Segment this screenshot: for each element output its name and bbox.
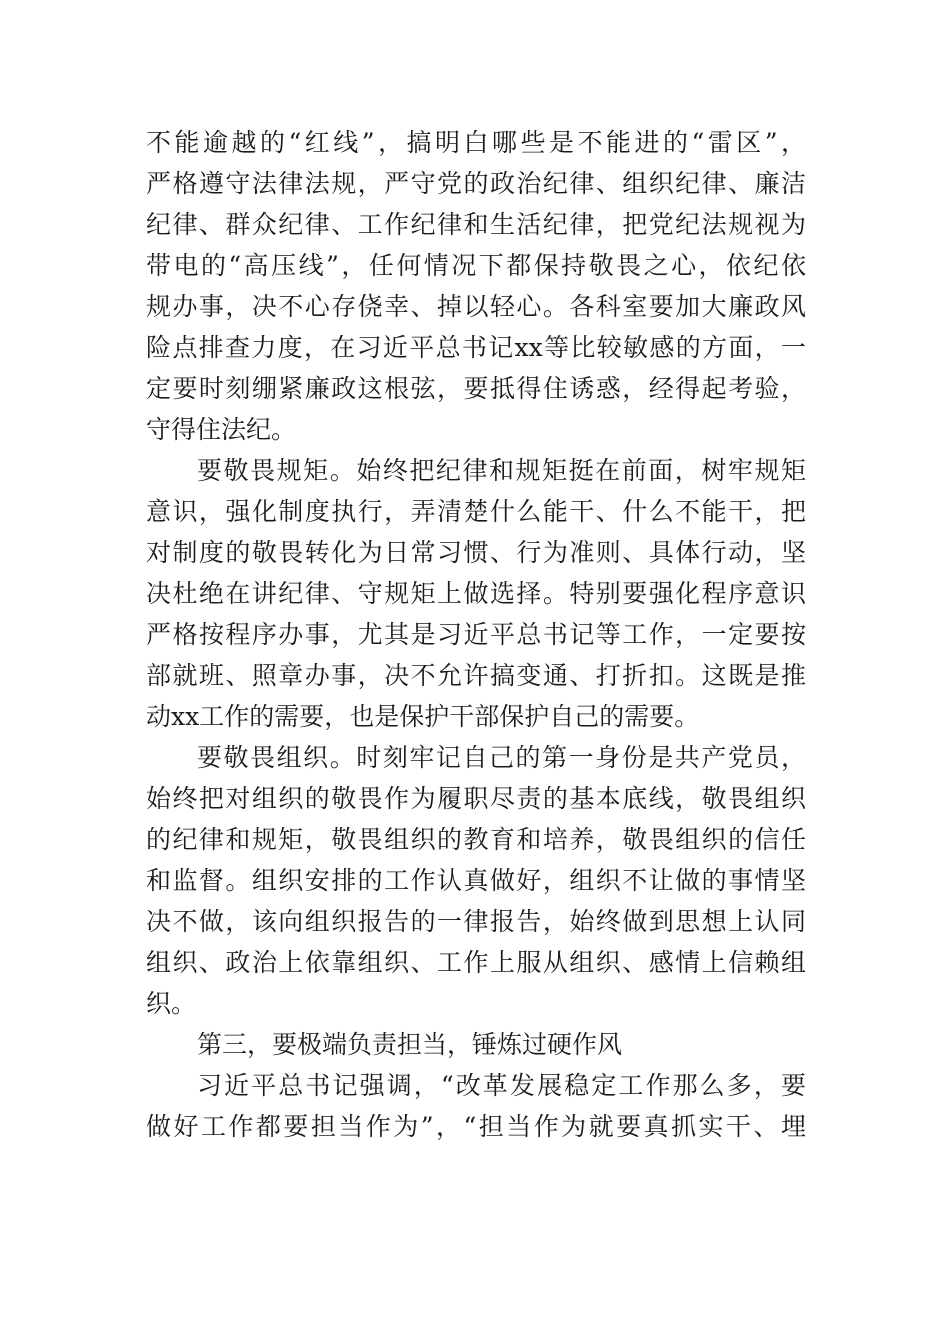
text-line: 严格遵守法律法规，严守党的政治纪律、组织纪律、廉洁 — [146, 169, 806, 198]
text-line: 组织、政治上依靠组织、工作上服从组织、感情上信赖组 — [146, 948, 806, 977]
text-line: 守得住法纪。 — [146, 415, 297, 444]
text-line: 带电的“高压线”，任何情况下都保持敬畏之心，依纪依 — [146, 251, 806, 280]
text-line: 决杜绝在讲纪律、守规矩上做选择。特别要强化程序意识 — [146, 579, 806, 608]
body-text — [146, 122, 806, 1147]
text-line: 动xx工作的需要，也是保护干部保护自己的需要。 — [146, 702, 700, 731]
paragraph-start-line: 习近平总书记强调，“改革发展稳定工作那么多，要 — [197, 1071, 806, 1100]
text-line: 部就班、照章办事，决不允许搞变通、打折扣。这既是推 — [146, 661, 806, 690]
text-line: 不能逾越的“红线”，搞明白哪些是不能进的“雷区”， — [146, 128, 806, 157]
text-line: 织。 — [146, 989, 197, 1018]
text-line: 定要时刻绷紧廉政这根弦，要抵得住诱惑，经得起考验， — [146, 374, 806, 403]
text-line: 和监督。组织安排的工作认真做好，组织不让做的事情坚 — [146, 866, 806, 895]
text-line: 意识，强化制度执行，弄清楚什么能干、什么不能干，把 — [146, 497, 806, 526]
paragraph-start-line: 要敬畏规矩。始终把纪律和规矩挺在前面，树牢规矩 — [197, 456, 806, 485]
text-line: 做好工作都要担当作为”，“担当作为就要真抓实干、埋 — [146, 1112, 806, 1141]
text-line: 决不做，该向组织报告的一律报告，始终做到思想上认同 — [146, 907, 806, 936]
text-line: 对制度的敬畏转化为日常习惯、行为准则、具体行动，坚 — [146, 538, 806, 567]
text-line: 严格按程序办事，尤其是习近平总书记等工作，一定要按 — [146, 620, 806, 649]
text-line: 纪律、群众纪律、工作纪律和生活纪律，把党纪法规视为 — [146, 210, 806, 239]
section-heading: 第三，要极端负责担当，锤炼过硬作风 — [197, 1030, 623, 1059]
text-line: 险点排查力度，在习近平总书记xx等比较敏感的方面，一 — [146, 333, 806, 362]
paragraph-start-line: 要敬畏组织。时刻牢记自己的第一身份是共产党员， — [197, 743, 806, 772]
text-line: 始终把对组织的敬畏作为履职尽责的基本底线，敬畏组织 — [146, 784, 806, 813]
text-line: 规办事，决不心存侥幸、掉以轻心。各科室要加大廉政风 — [146, 292, 806, 321]
text-line: 的纪律和规矩，敬畏组织的教育和培养，敬畏组织的信任 — [146, 825, 806, 854]
